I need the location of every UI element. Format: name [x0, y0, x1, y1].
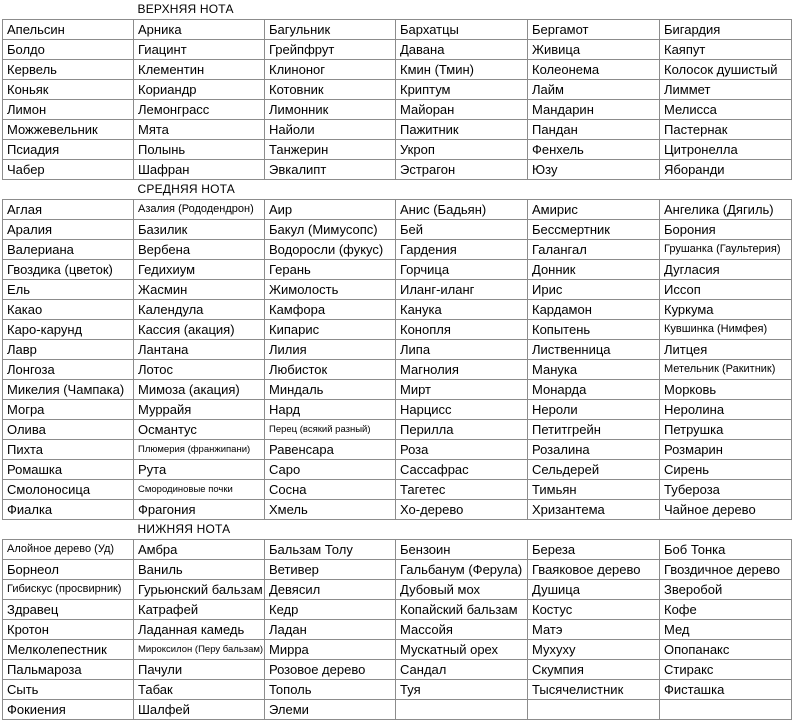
section-header-row: [3, 520, 792, 540]
ingredient-cell: Бензоин: [396, 540, 528, 560]
ingredient-cell: Майоран: [396, 100, 528, 120]
ingredient-cell: Нарцисс: [396, 400, 528, 420]
ingredient-cell: Метельник (Ракитник): [660, 360, 792, 380]
section-header-row: [3, 0, 792, 20]
ingredient-cell: Колеонема: [528, 60, 660, 80]
ingredient-cell: Бальзам Толу: [265, 540, 396, 560]
ingredient-cell: Можжевельник: [3, 120, 134, 140]
section-spacer-cell: [660, 180, 792, 200]
ingredient-cell: Тубероза: [660, 480, 792, 500]
ingredient-cell: Кувшинка (Нимфея): [660, 320, 792, 340]
section-title: НИЖНЯЯ НОТА: [134, 520, 265, 540]
ingredient-cell: Микелия (Чампака): [3, 380, 134, 400]
ingredient-cell: Зверобой: [660, 580, 792, 600]
ingredient-cell: Аралия: [3, 220, 134, 240]
ingredient-cell: Копайский бальзам: [396, 600, 528, 620]
section-spacer-cell: [396, 180, 528, 200]
section-spacer-cell: [265, 0, 396, 20]
table-row: [3, 300, 792, 320]
ingredient-cell: Гардения: [396, 240, 528, 260]
table-row: [3, 260, 792, 280]
ingredient-cell: Гвоздика (цветок): [3, 260, 134, 280]
ingredient-cell: Гедихиум: [134, 260, 265, 280]
ingredient-cell: Какао: [3, 300, 134, 320]
ingredient-cell: Тополь: [265, 680, 396, 700]
ingredient-cell: Валериана: [3, 240, 134, 260]
ingredient-cell: Ладан: [265, 620, 396, 640]
ingredient-cell: Алойное дерево (Уд): [3, 540, 134, 560]
ingredient-cell: Цитронелла: [660, 140, 792, 160]
ingredient-cell: Муррайя: [134, 400, 265, 420]
ingredient-cell: Лайм: [528, 80, 660, 100]
ingredient-cell: Бархатцы: [396, 20, 528, 40]
table-row: [3, 580, 792, 600]
ingredient-cell: Дугласия: [660, 260, 792, 280]
ingredient-cell: Равенсара: [265, 440, 396, 460]
ingredient-cell: Мелколепестник: [3, 640, 134, 660]
ingredient-cell: Гурьюнский бальзам: [134, 580, 265, 600]
table-row: [3, 60, 792, 80]
ingredient-cell: Лемонграсс: [134, 100, 265, 120]
ingredient-cell: Мускатный орех: [396, 640, 528, 660]
section-spacer-cell: [660, 0, 792, 20]
ingredient-cell: Гваяковое дерево: [528, 560, 660, 580]
ingredient-cell: Мелисса: [660, 100, 792, 120]
ingredient-cell: Кориандр: [134, 80, 265, 100]
ingredient-cell: Олива: [3, 420, 134, 440]
ingredient-cell: Шалфей: [134, 700, 265, 720]
table-row: [3, 400, 792, 420]
ingredient-cell: Бессмертник: [528, 220, 660, 240]
ingredient-cell: Мед: [660, 620, 792, 640]
ingredient-cell: Кассия (акация): [134, 320, 265, 340]
ingredient-cell: Аир: [265, 200, 396, 220]
section-spacer-cell: [396, 520, 528, 540]
ingredient-cell: Яборанди: [660, 160, 792, 180]
ingredient-cell: Душица: [528, 580, 660, 600]
ingredient-cell: Кофе: [660, 600, 792, 620]
table-body: [3, 0, 792, 720]
ingredient-cell: Чабер: [3, 160, 134, 180]
ingredient-cell: Фенхель: [528, 140, 660, 160]
ingredient-cell: Матэ: [528, 620, 660, 640]
ingredient-cell: Календула: [134, 300, 265, 320]
ingredient-cell: Османтус: [134, 420, 265, 440]
ingredient-cell: Тимьян: [528, 480, 660, 500]
ingredient-cell: Живица: [528, 40, 660, 60]
empty-cell: [396, 700, 528, 720]
table-row: [3, 160, 792, 180]
section-spacer-cell: [528, 0, 660, 20]
table-row: [3, 660, 792, 680]
ingredient-cell: Копытень: [528, 320, 660, 340]
ingredient-cell: Галангал: [528, 240, 660, 260]
ingredient-cell: Мята: [134, 120, 265, 140]
table-row: [3, 460, 792, 480]
ingredient-cell: Розмарин: [660, 440, 792, 460]
section-header-row: [3, 180, 792, 200]
table-row: [3, 280, 792, 300]
ingredient-cell: Грейпфрут: [265, 40, 396, 60]
ingredient-cell: Гиацинт: [134, 40, 265, 60]
section-title: ВЕРХНЯЯ НОТА: [134, 0, 265, 20]
ingredient-cell: Иланг-иланг: [396, 280, 528, 300]
ingredient-cell: Гальбанум (Ферула): [396, 560, 528, 580]
ingredient-cell: Пандан: [528, 120, 660, 140]
ingredient-cell: Каро-карунд: [3, 320, 134, 340]
ingredient-cell: Стиракс: [660, 660, 792, 680]
ingredient-cell: Анис (Бадьян): [396, 200, 528, 220]
ingredient-cell: Неролина: [660, 400, 792, 420]
ingredient-cell: Жимолость: [265, 280, 396, 300]
ingredient-cell: Амирис: [528, 200, 660, 220]
ingredient-cell: Фрагония: [134, 500, 265, 520]
ingredient-cell: Мимоза (акация): [134, 380, 265, 400]
table-row: [3, 500, 792, 520]
ingredient-cell: Фиалка: [3, 500, 134, 520]
ingredient-cell: Ромашка: [3, 460, 134, 480]
ingredient-cell: Ангелика (Дягиль): [660, 200, 792, 220]
ingredient-cell: Рута: [134, 460, 265, 480]
table-row: [3, 600, 792, 620]
ingredient-cell: Ель: [3, 280, 134, 300]
ingredient-cell: Полынь: [134, 140, 265, 160]
ingredient-cell: Жасмин: [134, 280, 265, 300]
ingredient-cell: Магнолия: [396, 360, 528, 380]
ingredient-cell: Бигардия: [660, 20, 792, 40]
ingredient-cell: Бакул (Мимусопс): [265, 220, 396, 240]
ingredient-cell: Аглая: [3, 200, 134, 220]
ingredient-cell: Болдо: [3, 40, 134, 60]
ingredient-cell: Азалия (Рододендрон): [134, 200, 265, 220]
table-row: [3, 100, 792, 120]
ingredient-cell: Пальмароза: [3, 660, 134, 680]
ingredient-cell: Амбра: [134, 540, 265, 560]
ingredient-cell: Петрушка: [660, 420, 792, 440]
section-spacer-cell: [528, 180, 660, 200]
ingredient-cell: Хмель: [265, 500, 396, 520]
ingredient-cell: Хризантема: [528, 500, 660, 520]
ingredient-cell: Найоли: [265, 120, 396, 140]
ingredient-cell: Лиммет: [660, 80, 792, 100]
ingredient-cell: Сандал: [396, 660, 528, 680]
ingredient-cell: Арника: [134, 20, 265, 40]
ingredient-cell: Мирра: [265, 640, 396, 660]
ingredient-cell: Колосок душистый: [660, 60, 792, 80]
table-row: [3, 560, 792, 580]
ingredient-cell: Сосна: [265, 480, 396, 500]
ingredient-cell: Лилия: [265, 340, 396, 360]
ingredient-cell: Морковь: [660, 380, 792, 400]
ingredient-cell: Гибискус (просвирник): [3, 580, 134, 600]
section-title: СРЕДНЯЯ НОТА: [134, 180, 265, 200]
ingredient-cell: Сельдерей: [528, 460, 660, 480]
ingredient-cell: Любисток: [265, 360, 396, 380]
ingredient-cell: Липа: [396, 340, 528, 360]
ingredient-cell: Кардамон: [528, 300, 660, 320]
ingredient-cell: Сыть: [3, 680, 134, 700]
ingredient-cell: Мироксилон (Перу бальзам): [134, 640, 265, 660]
ingredient-cell: Лиственница: [528, 340, 660, 360]
ingredient-cell: Литцея: [660, 340, 792, 360]
ingredient-cell: Нард: [265, 400, 396, 420]
ingredient-cell: Горчица: [396, 260, 528, 280]
ingredient-cell: Хо-дерево: [396, 500, 528, 520]
ingredient-cell: Базилик: [134, 220, 265, 240]
section-spacer-cell: [660, 520, 792, 540]
ingredient-cell: Вербена: [134, 240, 265, 260]
ingredient-cell: Пажитник: [396, 120, 528, 140]
section-spacer-cell: [3, 520, 134, 540]
section-spacer-cell: [528, 520, 660, 540]
table-row: [3, 340, 792, 360]
ingredient-cell: Давана: [396, 40, 528, 60]
ingredient-cell: Массойя: [396, 620, 528, 640]
ingredient-cell: Лонгоза: [3, 360, 134, 380]
ingredient-cell: Миндаль: [265, 380, 396, 400]
section-spacer-cell: [3, 180, 134, 200]
table-row: [3, 420, 792, 440]
ingredient-cell: Пастернак: [660, 120, 792, 140]
table-row: [3, 700, 792, 720]
section-spacer-cell: [265, 180, 396, 200]
ingredient-cell: Сирень: [660, 460, 792, 480]
ingredient-cell: Куркума: [660, 300, 792, 320]
ingredient-cell: Апельсин: [3, 20, 134, 40]
ingredient-cell: Смолоносица: [3, 480, 134, 500]
ingredient-cell: Танжерин: [265, 140, 396, 160]
table-row: [3, 480, 792, 500]
ingredient-cell: Псиадия: [3, 140, 134, 160]
table-row: [3, 20, 792, 40]
table-row: [3, 360, 792, 380]
ingredient-cell: Гвоздичное дерево: [660, 560, 792, 580]
ingredient-cell: Монарда: [528, 380, 660, 400]
section-spacer-cell: [265, 520, 396, 540]
table-row: [3, 240, 792, 260]
ingredient-cell: Герань: [265, 260, 396, 280]
ingredient-cell: Плюмерия (франжипани): [134, 440, 265, 460]
ingredient-cell: Лавр: [3, 340, 134, 360]
ingredient-cell: Лимонник: [265, 100, 396, 120]
table-row: [3, 320, 792, 340]
ingredient-cell: Манука: [528, 360, 660, 380]
ingredient-cell: Кипарис: [265, 320, 396, 340]
ingredient-cell: Сассафрас: [396, 460, 528, 480]
ingredient-cell: Роза: [396, 440, 528, 460]
ingredient-cell: Могра: [3, 400, 134, 420]
ingredient-cell: Здравец: [3, 600, 134, 620]
table-row: [3, 640, 792, 660]
ingredient-cell: Костус: [528, 600, 660, 620]
ingredient-cell: Тысячелистник: [528, 680, 660, 700]
ingredient-cell: Кротон: [3, 620, 134, 640]
empty-cell: [660, 700, 792, 720]
ingredient-cell: Ветивер: [265, 560, 396, 580]
ingredient-cell: Каяпут: [660, 40, 792, 60]
ingredient-cell: Пихта: [3, 440, 134, 460]
table-row: [3, 380, 792, 400]
ingredient-cell: Бей: [396, 220, 528, 240]
ingredient-cell: Конопля: [396, 320, 528, 340]
ingredient-cell: Фисташка: [660, 680, 792, 700]
ingredient-cell: Саро: [265, 460, 396, 480]
ingredient-cell: Чайное дерево: [660, 500, 792, 520]
ingredient-cell: Фокиения: [3, 700, 134, 720]
ingredient-cell: Юзу: [528, 160, 660, 180]
ingredient-cell: Перилла: [396, 420, 528, 440]
ingredient-cell: Кервель: [3, 60, 134, 80]
ingredient-cell: Розалина: [528, 440, 660, 460]
ingredient-cell: Криптум: [396, 80, 528, 100]
ingredient-cell: Клементин: [134, 60, 265, 80]
ingredient-cell: Опопанакс: [660, 640, 792, 660]
ingredient-cell: Тагетес: [396, 480, 528, 500]
ingredient-cell: Смородиновые почки: [134, 480, 265, 500]
table-row: [3, 140, 792, 160]
ingredient-cell: Береза: [528, 540, 660, 560]
ingredient-cell: Дубовый мох: [396, 580, 528, 600]
ingredient-cell: Мирт: [396, 380, 528, 400]
ingredient-cell: Катрафей: [134, 600, 265, 620]
ingredient-cell: Эстрагон: [396, 160, 528, 180]
ingredient-cell: Лантана: [134, 340, 265, 360]
ingredient-cell: Камфора: [265, 300, 396, 320]
table-row: [3, 540, 792, 560]
ingredient-cell: Шафран: [134, 160, 265, 180]
ingredient-cell: Канука: [396, 300, 528, 320]
ingredient-cell: Борония: [660, 220, 792, 240]
ingredient-cell: Кедр: [265, 600, 396, 620]
ingredient-cell: Ваниль: [134, 560, 265, 580]
ingredient-cell: Мандарин: [528, 100, 660, 120]
ingredient-cell: Лотос: [134, 360, 265, 380]
table-row: [3, 200, 792, 220]
table-row: [3, 80, 792, 100]
section-spacer-cell: [396, 0, 528, 20]
ingredient-cell: Девясил: [265, 580, 396, 600]
table-row: [3, 220, 792, 240]
table-row: [3, 620, 792, 640]
aroma-notes-table: [2, 0, 792, 720]
ingredient-cell: Донник: [528, 260, 660, 280]
ingredient-cell: Котовник: [265, 80, 396, 100]
ingredient-cell: Борнеол: [3, 560, 134, 580]
ingredient-cell: Лимон: [3, 100, 134, 120]
ingredient-cell: Элеми: [265, 700, 396, 720]
ingredient-cell: Туя: [396, 680, 528, 700]
ingredient-cell: Бергамот: [528, 20, 660, 40]
table-row: [3, 120, 792, 140]
ingredient-cell: Иссоп: [660, 280, 792, 300]
table-row: [3, 440, 792, 460]
ingredient-cell: Скумпия: [528, 660, 660, 680]
empty-cell: [528, 700, 660, 720]
ingredient-cell: Ладанная камедь: [134, 620, 265, 640]
ingredient-cell: Коньяк: [3, 80, 134, 100]
ingredient-cell: Грушанка (Гаультерия): [660, 240, 792, 260]
ingredient-cell: Табак: [134, 680, 265, 700]
ingredient-cell: Укроп: [396, 140, 528, 160]
ingredient-cell: Эвкалипт: [265, 160, 396, 180]
ingredient-cell: Багульник: [265, 20, 396, 40]
ingredient-cell: Петитгрейн: [528, 420, 660, 440]
ingredient-cell: Кмин (Тмин): [396, 60, 528, 80]
ingredient-cell: Перец (всякий разный): [265, 420, 396, 440]
section-spacer-cell: [3, 0, 134, 20]
ingredient-cell: Пачули: [134, 660, 265, 680]
ingredient-cell: Водоросли (фукус): [265, 240, 396, 260]
ingredient-cell: Ирис: [528, 280, 660, 300]
ingredient-cell: Мухуху: [528, 640, 660, 660]
ingredient-cell: Нероли: [528, 400, 660, 420]
ingredient-cell: Розовое дерево: [265, 660, 396, 680]
ingredient-cell: Клиноног: [265, 60, 396, 80]
ingredient-cell: Боб Тонка: [660, 540, 792, 560]
table-row: [3, 40, 792, 60]
table-row: [3, 680, 792, 700]
